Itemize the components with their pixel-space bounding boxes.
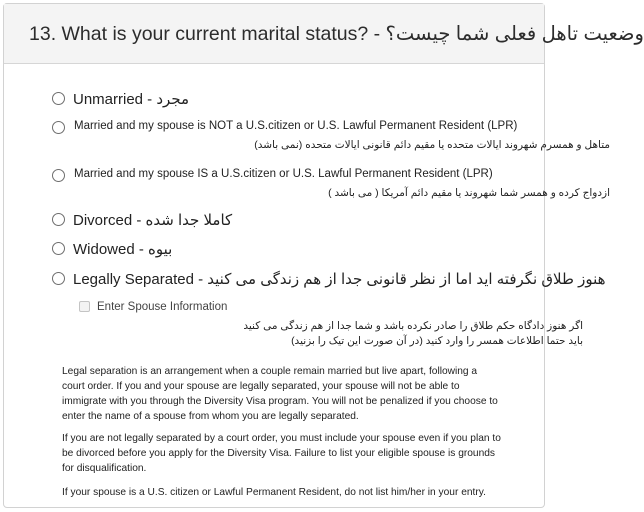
- spouse-info-help-line1: اگر هنوز دادگاه حکم طلاق را صادر نکرده باشد و شما جدا از هم زندگی می کنید: [243, 320, 583, 332]
- option-married-citizen-label: Married and my spouse IS a U.S.citizen or U.S. Lawful Permanent Resident (LPR): [74, 168, 493, 180]
- legal-separation-note: Legal separation is an arrangement when a couple remain married but live apart, following a court order. If you and your spouse are legally separated, your spouse will not be able to immigrate with you through the Diversity Visa program. You will not be penalized if you choose to enter the name of a spouse from whom you are legally separated.: [62, 366, 498, 422]
- enter-spouse-info-checkbox[interactable]: [79, 301, 90, 312]
- question-header: [4, 4, 644, 64]
- question-title: 13. What is your current marital status? - وضعیت تاهل فعلی شما چیست؟: [29, 23, 644, 45]
- radio-divorced[interactable]: [52, 213, 65, 226]
- option-divorced-label: Divorced - کاملا جدا شده: [73, 212, 233, 229]
- radio-legally-separated[interactable]: [52, 272, 65, 285]
- option-legally-separated[interactable]: [52, 270, 610, 290]
- option-legally-separated-label: Legally Separated - هنوز طلاق نگرفته اید اما از نظر قانونی جدا از هم زندگی می کنید: [73, 271, 606, 288]
- option-married-not-citizen-translation: متاهل و همسرم شهروند ایالات متحده یا مقیم دائم قانونی ایالات متحده (نمی باشد): [254, 139, 610, 151]
- option-widowed-label: Widowed - بیوه: [73, 241, 173, 258]
- option-married-spouse-not-citizen[interactable]: [52, 119, 610, 155]
- option-married-spouse-citizen[interactable]: [52, 167, 610, 203]
- citizen-spouse-note: If your spouse is a U.S. citizen or Lawful Permanent Resident, do not list him/her in your entry.: [62, 487, 486, 498]
- option-married-citizen-translation: ازدواج کرده و همسر شما شهروند یا مقیم دائم آمریکا ( می باشد ): [328, 187, 610, 199]
- radio-widowed[interactable]: [52, 242, 65, 255]
- radio-married-spouse-citizen[interactable]: [52, 169, 65, 182]
- option-married-not-citizen-label: Married and my spouse is NOT a U.S.citizen or U.S. Lawful Permanent Resident (LPR): [74, 120, 518, 132]
- option-unmarried-label: Unmarried - مجرد: [73, 91, 190, 108]
- option-widowed[interactable]: [52, 240, 610, 260]
- option-divorced[interactable]: [52, 211, 610, 231]
- radio-unmarried[interactable]: [52, 92, 65, 105]
- radio-married-spouse-not-citizen[interactable]: [52, 121, 65, 134]
- enter-spouse-info-label[interactable]: Enter Spouse Information: [97, 301, 228, 313]
- not-separated-note: If you are not legally separated by a court order, you must include your spouse even if you plan to be divorced before you apply for the Diversity Visa. Failure to list your eligible spouse is grounds for disqualification.: [62, 433, 501, 474]
- option-unmarried[interactable]: [52, 90, 610, 110]
- spouse-info-help-line2: باید حتما اطلاعات همسر را وارد کنید (در آن صورت این تیک را بزنید): [291, 335, 583, 347]
